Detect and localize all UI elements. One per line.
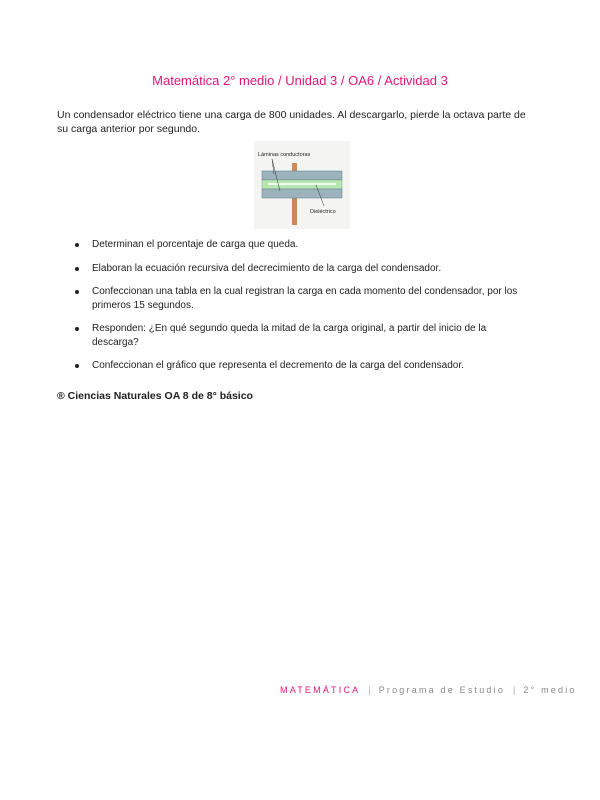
- bullet-icon: [75, 267, 79, 271]
- conductive-plate-bottom: [262, 189, 342, 198]
- capacitor-diagram: [254, 141, 350, 229]
- list-item: [75, 359, 535, 373]
- list-item: [75, 322, 535, 349]
- list-item-text: Confeccionan el gráfico que representa el decremento de la carga del condensador.: [92, 360, 464, 371]
- footer-separator-2: |: [513, 685, 516, 695]
- list-item: [75, 238, 535, 252]
- footer-separator: |: [368, 685, 371, 695]
- list-item: [75, 285, 535, 312]
- list-item: [75, 262, 535, 276]
- activity-list: [75, 238, 535, 383]
- list-item-text: Determinan el porcentaje de carga que queda.: [92, 239, 299, 250]
- footer-subject: MATEMÁTICA: [280, 685, 361, 695]
- footer-grade: 2° medio: [523, 685, 577, 695]
- capacitor-figure: [254, 141, 350, 229]
- list-item-text: Elaboran la ecuación recursiva del decrecimiento de la carga del condensador.: [92, 262, 442, 274]
- label-plates: Láminas conductoras: [258, 152, 311, 158]
- bullet-icon: [75, 327, 79, 331]
- list-item-text: Confeccionan una tabla en la cual registran la carga en cada momento del condensador, por los primeros 15 segundos.: [92, 286, 518, 311]
- section-heading: ® Ciencias Naturales OA 8 de 8° básico: [57, 390, 253, 402]
- bullet-icon: [75, 364, 79, 368]
- label-dielectric: Dieléctrico: [310, 209, 336, 215]
- bullet-icon: [75, 243, 79, 247]
- list-item-text: Responden: ¿En qué segundo queda la mitad de la carga original, a partir del inicio de la descarga?: [92, 323, 487, 348]
- page-title: Matemática 2° medio / Unidad 3 / OA6 / Actividad 3: [152, 73, 448, 88]
- bullet-icon: [75, 290, 79, 294]
- intro-paragraph: Un condensador eléctrico tiene una carga de 800 unidades. Al descargarlo, pierde la octava parte de su carga anterior por segundo.: [57, 109, 526, 135]
- footer-program: Programa de Estudio: [378, 685, 506, 695]
- page-footer: [280, 685, 577, 695]
